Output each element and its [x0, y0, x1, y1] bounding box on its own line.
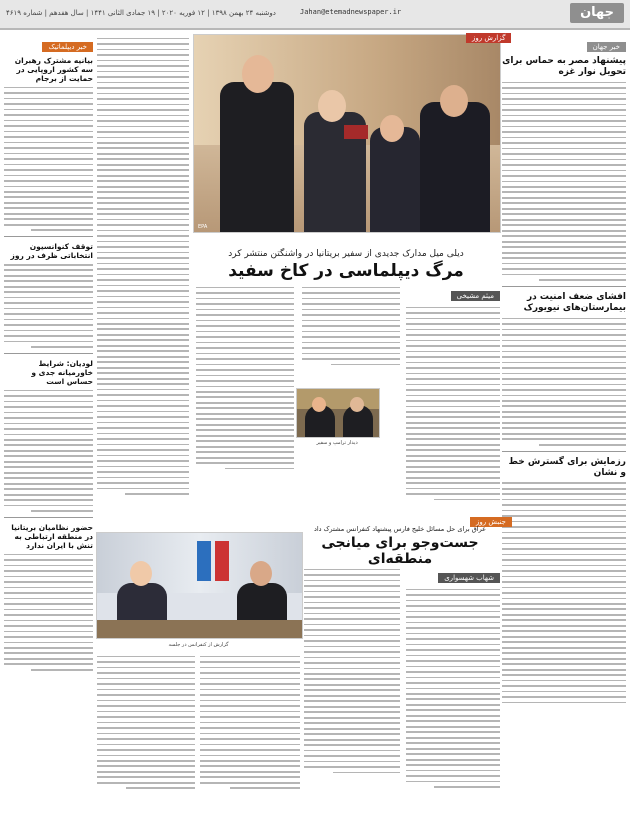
conference-photo [96, 532, 303, 639]
main-headline: مرگ دیپلماسی در کاخ سفید [228, 261, 464, 281]
inset-photo [296, 388, 380, 438]
right-article-1-text [502, 82, 626, 281]
right-article-3-text [502, 482, 626, 703]
section-brand: جهان [570, 3, 624, 23]
photo-credit: EPA [198, 224, 208, 230]
main-article-col-1 [406, 283, 500, 511]
mid-section-tag: جنبش روز [470, 517, 512, 527]
left-headline-4: حضور نظامیان بریتانیا در منطقه ارتباطی به تنش با ایران ندارد [11, 522, 93, 550]
right-section-tag: خبر جهان [587, 42, 626, 52]
left-article-2-text [4, 264, 93, 348]
right-article-2-text [502, 318, 626, 446]
left-article-1-text [4, 87, 93, 231]
main-kicker: دیلی میل مدارک جدیدی از سفیر بریتانیا در واشنگتن منتشر کرد [228, 249, 464, 259]
main-article-col-2 [302, 283, 400, 383]
mid-article-col-2 [304, 565, 400, 810]
main-article-col-3 [196, 283, 294, 511]
right-headline-3: رزمایش برای گسترش خط و نشان [508, 456, 626, 478]
main-byline: میثم مشیخی [451, 291, 500, 301]
left-headline-1: بیانیه مشترک رهبران سه کشور اروپایی در حمایت از برجام [14, 56, 93, 83]
main-photo [193, 34, 501, 233]
right-headline-2: افشای ضعف امنیت در بیمارستان‌های نیویورک [523, 291, 626, 313]
left-section-tag: خبر دیپلماتیک [42, 42, 93, 52]
right-headline-1: پیشنهاد مصر به حماس برای تحویل نوار غزه [502, 56, 626, 77]
conference-photo-caption: گزارش از کنفرانس در جلسه [168, 642, 229, 648]
page-header [0, 0, 630, 30]
mid-article-col-4 [97, 652, 195, 810]
left-article-3-text [4, 390, 93, 512]
left-headline-3: لودیان: شرایط خاورمیانه جدی و حساس است [31, 358, 93, 386]
left-column [4, 34, 93, 816]
left-headline-2: توقف کنوانسیون انتخاباتی ظرف در روز [10, 242, 93, 261]
mid-headline: جست‌وجو برای میانجی منطقه‌ای [321, 535, 479, 567]
issue-meta: دوشنبه ۲۴ بهمن ۱۳۹۸ | ۱۲ فوریه ۲۰۲۰ | ۱۹ جمادی الثانی ۱۴۴۱ | سال هفدهم | شماره ۴۶۱۹ [6, 9, 276, 17]
left-article-4-text [4, 554, 93, 671]
mid-headline-block [300, 525, 500, 567]
section-email[interactable]: Jahan@etemadnewspaper.ir [300, 8, 402, 16]
inset-photo-caption: دیدار ترامپ و سفیر [316, 440, 358, 446]
report-tag: گزارش روز [466, 33, 511, 43]
left-middle-text-column [97, 34, 189, 524]
main-headline-block [193, 249, 499, 281]
right-column [502, 34, 626, 816]
mid-article-col-1 [406, 565, 500, 810]
mid-byline: شهاب شهسواری [438, 573, 500, 583]
mid-article-col-3 [200, 652, 300, 810]
mid-kicker: عراق برای حل مسائل خلیج فارس پیشنهاد کنفرانس مشترک داد [313, 525, 487, 533]
